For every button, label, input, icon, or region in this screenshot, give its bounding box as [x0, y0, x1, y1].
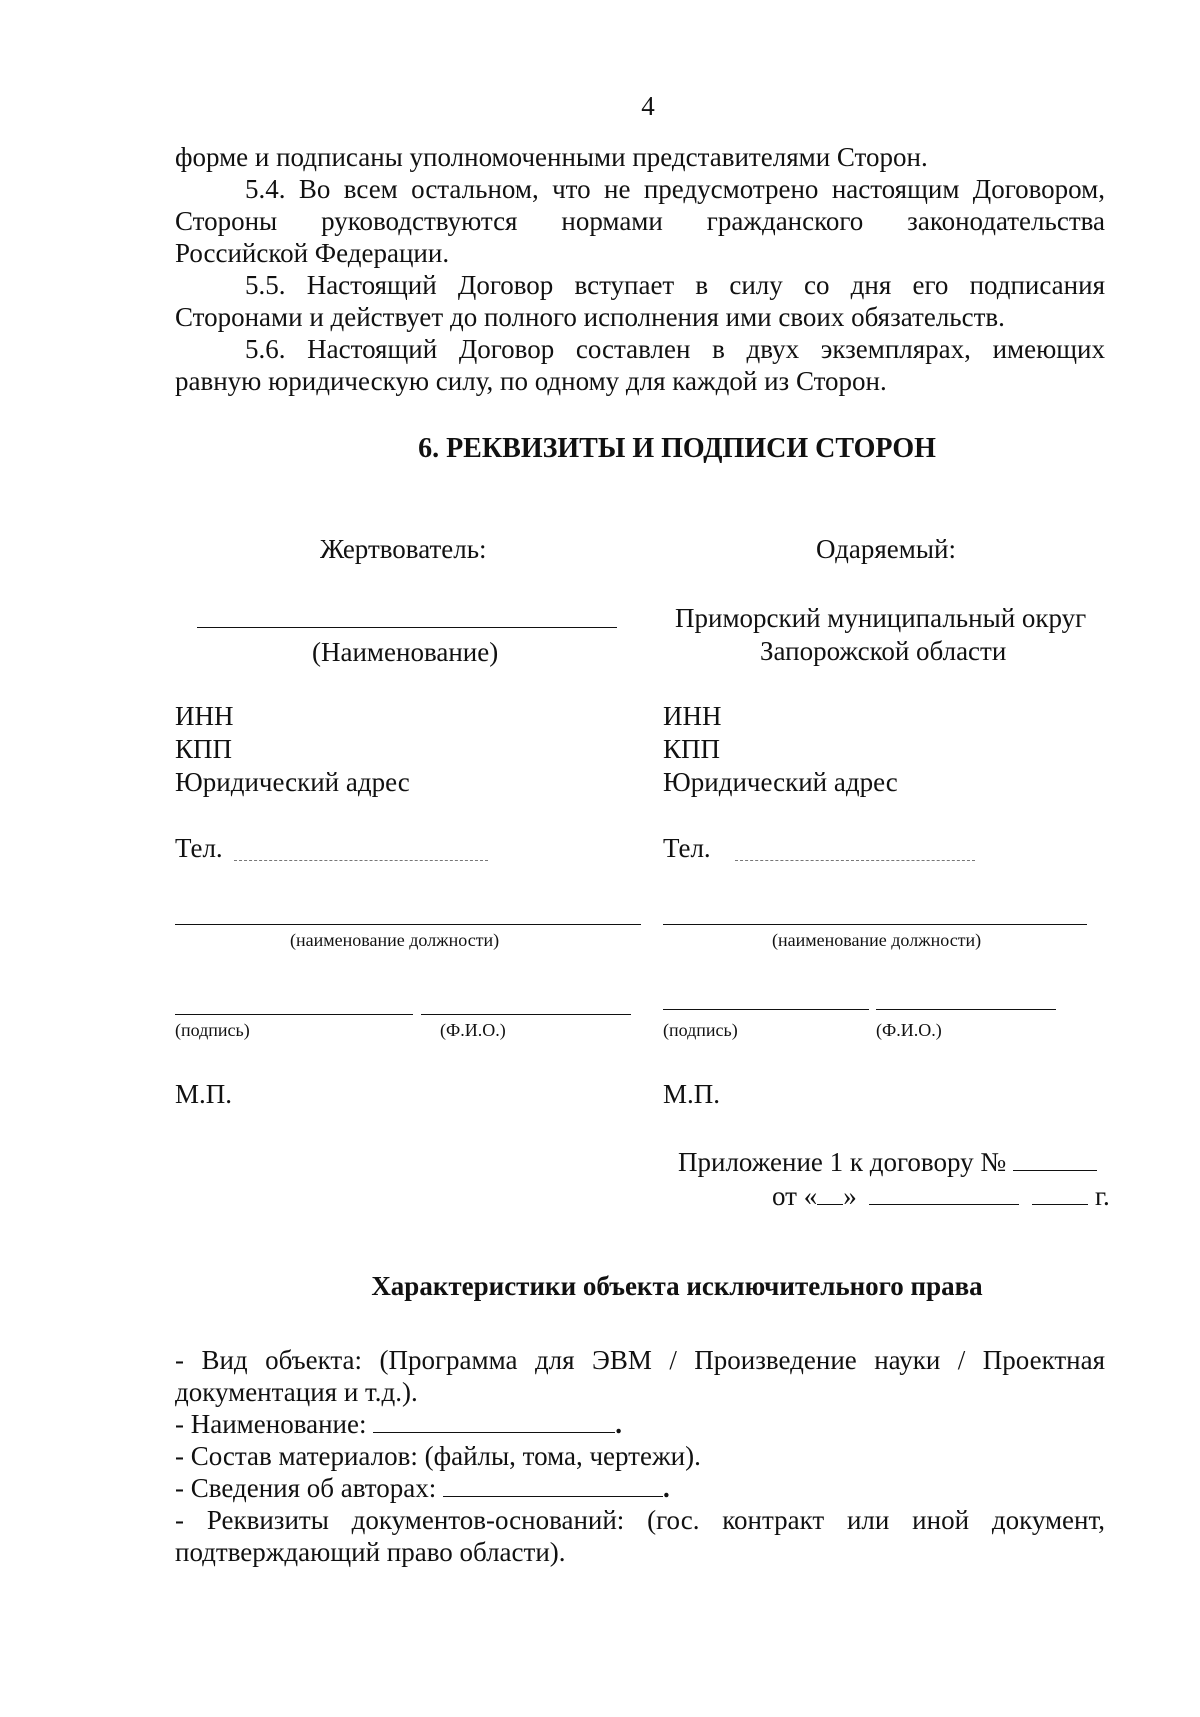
paragraph-5-6-line: равную юридическую силу, по одному для каждой из Сторон. — [175, 366, 887, 396]
donor-phone-label: Тел. — [175, 833, 223, 863]
donor-name-caption: (Наименование) — [312, 637, 499, 667]
section5-text — [175, 141, 1105, 397]
appendix-date — [772, 1180, 1110, 1212]
donor-name-line[interactable] — [197, 627, 617, 628]
authors-field[interactable] — [443, 1474, 663, 1497]
donor-position-caption: (наименование должности) — [290, 930, 500, 950]
recipient-signature-line[interactable] — [663, 1009, 869, 1010]
donor-address-label: Юридический адрес — [175, 767, 410, 797]
year-field[interactable] — [1032, 1182, 1088, 1205]
month-field[interactable] — [869, 1182, 1019, 1205]
object-characteristics-list — [175, 1344, 1105, 1568]
donor-signature-caption: (подпись) — [175, 1020, 250, 1040]
object-name-field[interactable] — [373, 1410, 615, 1433]
recipient-fio-caption: (Ф.И.О.) — [876, 1020, 942, 1040]
authors-label: - Сведения об авторах: — [175, 1473, 437, 1503]
donor-signature-line[interactable] — [175, 1014, 413, 1015]
list-item-period: . — [615, 1409, 622, 1439]
appendix-number-label: Приложение 1 к договору № — [678, 1147, 1007, 1177]
list-item — [175, 1408, 1105, 1440]
donor-heading: Жертвователь: — [320, 534, 487, 564]
list-item-period: . — [662, 1473, 670, 1503]
recipient-phone-field[interactable] — [735, 860, 975, 861]
list-item — [175, 1472, 1105, 1504]
list-item-continued: подтверждающий право области). — [175, 1537, 566, 1567]
paragraph-5-5-line: 5.5. Настоящий Договор вступает в силу со дня его подписания — [245, 270, 1105, 300]
list-item: - Вид объекта: (Программа для ЭВМ / Произведение науки / Проектная — [175, 1345, 1105, 1375]
paragraph-5-4-line: Стороны руководствуются нормами гражданского законодательства — [175, 206, 1105, 236]
object-name-label: - Наименование: — [175, 1409, 367, 1439]
appendix-reference — [678, 1146, 1097, 1178]
date-close-quote: » — [843, 1181, 857, 1211]
recipient-phone-label: Тел. — [663, 833, 711, 863]
list-item: - Реквизиты документов-оснований: (гос. контракт или иной документ, — [175, 1505, 1105, 1535]
recipient-heading: Одаряемый: — [816, 534, 956, 564]
paragraph-5-4-line: 5.4. Во всем остальном, что не предусмотрено настоящим Договором, — [245, 174, 1105, 204]
recipient-position-line[interactable] — [663, 924, 1087, 925]
donor-fio-caption: (Ф.И.О.) — [440, 1020, 506, 1040]
recipient-address-label: Юридический адрес — [663, 767, 898, 797]
paragraph-5-5-line: Сторонами и действует до полного исполнения ими своих обязательств. — [175, 302, 1005, 332]
year-suffix: г. — [1094, 1181, 1110, 1211]
page-number: 4 — [641, 91, 655, 121]
list-item: - Состав материалов: (файлы, тома, чертежи). — [175, 1441, 701, 1471]
paragraph-line: форме и подписаны уполномоченными представителями Сторон. — [175, 142, 928, 172]
recipient-stamp: М.П. — [663, 1079, 721, 1109]
recipient-name-line1: Приморский муниципальный округ — [675, 603, 1087, 633]
recipient-name-line2: Запорожской области — [760, 636, 1007, 666]
recipient-inn-label: ИНН — [663, 701, 722, 731]
recipient-kpp-label: КПП — [663, 734, 721, 764]
recipient-fio-line[interactable] — [876, 1009, 1056, 1010]
section-title: 6. РЕКВИЗИТЫ И ПОДПИСИ СТОРОН — [418, 433, 936, 464]
recipient-signature-caption: (подпись) — [663, 1020, 738, 1040]
paragraph-5-6-line: 5.6. Настоящий Договор составлен в двух экземплярах, имеющих — [245, 334, 1105, 364]
list-item-continued: документация и т.д.). — [175, 1377, 418, 1407]
donor-kpp-label: КПП — [175, 734, 233, 764]
donor-stamp: М.П. — [175, 1079, 233, 1109]
appendix-title: Характеристики объекта исключительного права — [371, 1271, 983, 1301]
recipient-position-caption: (наименование должности) — [772, 930, 982, 950]
date-open-quote: от « — [772, 1181, 818, 1211]
donor-fio-line[interactable] — [421, 1014, 631, 1015]
donor-position-line[interactable] — [175, 924, 641, 925]
donor-inn-label: ИНН — [175, 701, 234, 731]
contract-number-field[interactable] — [1013, 1148, 1097, 1171]
donor-phone-field[interactable] — [234, 860, 488, 861]
paragraph-5-4-line: Российской Федерации. — [175, 238, 450, 268]
day-field[interactable] — [817, 1182, 843, 1205]
